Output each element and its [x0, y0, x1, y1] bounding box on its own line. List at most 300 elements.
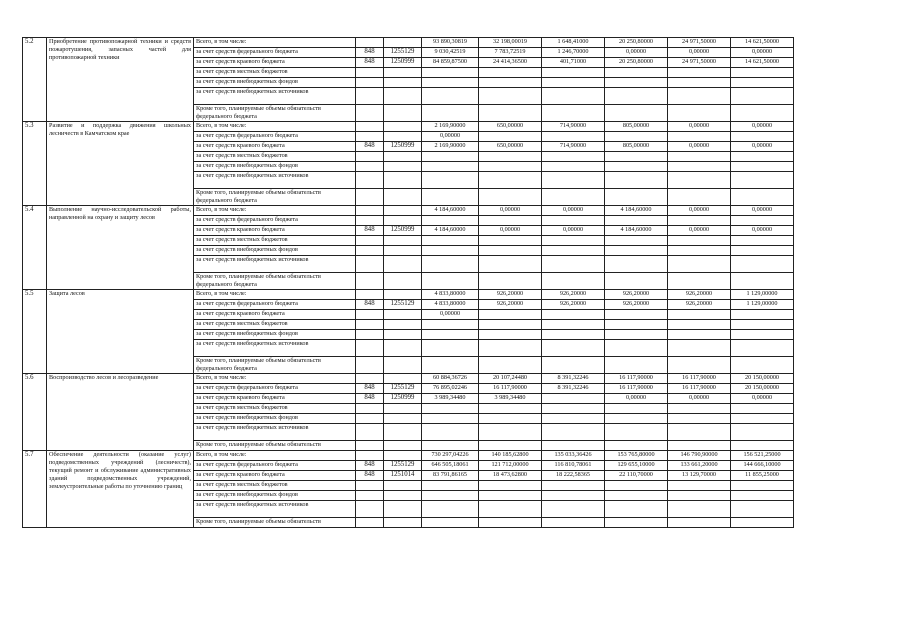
amount-cell: [422, 88, 479, 105]
amount-cell: [542, 88, 605, 105]
grbs-code: [356, 424, 384, 441]
amount-cell: [605, 189, 668, 206]
amount-cell: [542, 441, 605, 451]
amount-cell: 14 621,50000: [731, 38, 794, 48]
amount-cell: 3 989,34480: [422, 394, 479, 404]
amount-cell: [731, 132, 794, 142]
amount-cell: 4 184,60000: [422, 226, 479, 236]
amount-cell: [668, 518, 731, 528]
grbs-code: [356, 320, 384, 330]
csr-code: 1255129: [384, 384, 422, 394]
funding-source-label: за счет средств внебюджетных фондов: [194, 414, 356, 424]
csr-code: [384, 38, 422, 48]
amount-cell: [605, 236, 668, 246]
funding-source-label: Всего, в том числе:: [194, 206, 356, 216]
amount-cell: 0,00000: [731, 142, 794, 152]
amount-cell: [731, 501, 794, 518]
amount-cell: 805,00000: [605, 142, 668, 152]
item-name: Выполнение научно-исследовательской работы, направленной на охрану и защиту лесов: [47, 206, 194, 290]
csr-code: [384, 441, 422, 451]
csr-code: [384, 491, 422, 501]
amount-cell: 0,00000: [605, 394, 668, 404]
amount-cell: [605, 78, 668, 88]
csr-code: 1255129: [384, 48, 422, 58]
grbs-code: [356, 273, 384, 290]
amount-cell: 0,00000: [731, 122, 794, 132]
amount-cell: [422, 441, 479, 451]
amount-cell: 4 833,80000: [422, 290, 479, 300]
amount-cell: 11 855,25000: [731, 471, 794, 481]
item-number: 5.2: [23, 38, 47, 122]
csr-code: [384, 290, 422, 300]
amount-cell: [605, 414, 668, 424]
grbs-code: [356, 481, 384, 491]
grbs-code: 848: [356, 58, 384, 68]
amount-cell: [422, 330, 479, 340]
amount-cell: 13 129,70000: [668, 471, 731, 481]
amount-cell: 16 117,90000: [668, 374, 731, 384]
funding-source-label: Всего, в том числе:: [194, 374, 356, 384]
table-row: [23, 290, 859, 300]
grbs-code: [356, 374, 384, 384]
amount-cell: [422, 340, 479, 357]
amount-cell: [542, 246, 605, 256]
csr-code: [384, 68, 422, 78]
amount-cell: [731, 340, 794, 357]
amount-cell: 0,00000: [668, 394, 731, 404]
amount-cell: [479, 357, 542, 374]
amount-cell: 16 117,90000: [668, 384, 731, 394]
amount-cell: [731, 172, 794, 189]
grbs-code: [356, 501, 384, 518]
csr-code: [384, 236, 422, 246]
amount-cell: 926,20000: [605, 290, 668, 300]
amount-cell: [731, 216, 794, 226]
amount-cell: [542, 491, 605, 501]
amount-cell: [479, 310, 542, 320]
amount-cell: [731, 189, 794, 206]
amount-cell: 133 661,20000: [668, 461, 731, 471]
amount-cell: 2 169,90000: [422, 142, 479, 152]
amount-cell: 24 971,50000: [668, 38, 731, 48]
amount-cell: [731, 246, 794, 256]
amount-cell: [605, 105, 668, 122]
amount-cell: 926,20000: [605, 300, 668, 310]
grbs-code: [356, 68, 384, 78]
amount-cell: [542, 424, 605, 441]
amount-cell: [731, 481, 794, 491]
csr-code: [384, 330, 422, 340]
amount-cell: [668, 273, 731, 290]
amount-cell: 76 895,02246: [422, 384, 479, 394]
amount-cell: 0,00000: [668, 226, 731, 236]
funding-source-label: Кроме того, планируемые объемы обязательств: [194, 518, 356, 528]
grbs-code: [356, 340, 384, 357]
amount-cell: 926,20000: [542, 300, 605, 310]
csr-code: [384, 162, 422, 172]
amount-cell: [668, 162, 731, 172]
amount-cell: [542, 105, 605, 122]
amount-cell: 0,00000: [479, 206, 542, 216]
amount-cell: [731, 78, 794, 88]
amount-cell: 926,20000: [479, 300, 542, 310]
amount-cell: 20 250,80000: [605, 58, 668, 68]
amount-cell: [731, 441, 794, 451]
amount-cell: [479, 340, 542, 357]
funding-source-label: за счет средств федерального бюджета: [194, 48, 356, 58]
funding-source-label: за счет средств местных бюджетов: [194, 68, 356, 78]
amount-cell: [668, 88, 731, 105]
amount-cell: 730 297,04226: [422, 451, 479, 461]
amount-cell: [605, 501, 668, 518]
amount-cell: [479, 78, 542, 88]
amount-cell: [542, 501, 605, 518]
amount-cell: [668, 441, 731, 451]
amount-cell: [422, 78, 479, 88]
amount-cell: [605, 330, 668, 340]
amount-cell: [542, 78, 605, 88]
amount-cell: [479, 172, 542, 189]
amount-cell: [605, 404, 668, 414]
csr-code: [384, 404, 422, 414]
grbs-code: [356, 357, 384, 374]
amount-cell: [422, 236, 479, 246]
amount-cell: 129 655,10000: [605, 461, 668, 471]
csr-code: 1255129: [384, 300, 422, 310]
amount-cell: [731, 256, 794, 273]
grbs-code: [356, 491, 384, 501]
table-row: [23, 38, 859, 48]
amount-cell: [479, 491, 542, 501]
amount-cell: 93 890,30819: [422, 38, 479, 48]
funding-source-label: за счет средств федерального бюджета: [194, 461, 356, 471]
csr-code: 1250999: [384, 58, 422, 68]
funding-source-label: за счет средств внебюджетных источников: [194, 424, 356, 441]
amount-cell: 926,20000: [542, 290, 605, 300]
amount-cell: [422, 320, 479, 330]
amount-cell: 2 169,90000: [422, 122, 479, 132]
amount-cell: [668, 501, 731, 518]
amount-cell: 32 198,00019: [479, 38, 542, 48]
table-body: [23, 38, 859, 528]
grbs-code: [356, 518, 384, 528]
item-number: 5.7: [23, 451, 47, 528]
amount-cell: [479, 424, 542, 441]
amount-cell: [605, 441, 668, 451]
funding-source-label: за счет средств внебюджетных фондов: [194, 246, 356, 256]
amount-cell: [731, 273, 794, 290]
funding-source-label: Всего, в том числе:: [194, 451, 356, 461]
amount-cell: [605, 246, 668, 256]
amount-cell: [422, 501, 479, 518]
item-name: Развитие и поддержка движения школьных лесничеств в Камчатском крае: [47, 122, 194, 206]
amount-cell: 135 033,36426: [542, 451, 605, 461]
amount-cell: 0,00000: [668, 48, 731, 58]
amount-cell: [668, 236, 731, 246]
grbs-code: [356, 88, 384, 105]
amount-cell: [668, 68, 731, 78]
amount-cell: [542, 518, 605, 528]
amount-cell: 16 117,90000: [605, 374, 668, 384]
amount-cell: [479, 256, 542, 273]
amount-cell: [542, 256, 605, 273]
amount-cell: 0,00000: [422, 132, 479, 142]
amount-cell: [668, 424, 731, 441]
csr-code: 1250999: [384, 226, 422, 236]
csr-code: [384, 273, 422, 290]
amount-cell: [422, 105, 479, 122]
amount-cell: 4 184,60000: [422, 206, 479, 216]
amount-cell: [422, 273, 479, 290]
amount-cell: [668, 310, 731, 320]
amount-cell: [479, 441, 542, 451]
budget-table: [22, 37, 859, 528]
amount-cell: [731, 491, 794, 501]
csr-code: [384, 88, 422, 105]
amount-cell: [668, 246, 731, 256]
item-number: 5.6: [23, 374, 47, 451]
amount-cell: [479, 88, 542, 105]
amount-cell: [668, 172, 731, 189]
amount-cell: 18 473,62800: [479, 471, 542, 481]
funding-source-label: за счет средств внебюджетных источников: [194, 172, 356, 189]
amount-cell: 121 712,00000: [479, 461, 542, 471]
amount-cell: [542, 68, 605, 78]
amount-cell: 156 521,25000: [731, 451, 794, 461]
amount-cell: [605, 320, 668, 330]
amount-cell: [422, 491, 479, 501]
amount-cell: 1 129,00000: [731, 290, 794, 300]
funding-source-label: Кроме того, планируемые объемы обязательств: [194, 441, 356, 451]
funding-source-label: за счет средств внебюджетных источников: [194, 340, 356, 357]
amount-cell: [668, 330, 731, 340]
amount-cell: 0,00000: [668, 142, 731, 152]
amount-cell: 60 884,36726: [422, 374, 479, 384]
grbs-code: 848: [356, 471, 384, 481]
amount-cell: [542, 273, 605, 290]
amount-cell: [668, 105, 731, 122]
funding-source-label: Кроме того, планируемые объемы обязательств федерального бюджета: [194, 357, 356, 374]
amount-cell: [605, 491, 668, 501]
amount-cell: 0,00000: [731, 48, 794, 58]
amount-cell: 4 184,60000: [605, 206, 668, 216]
amount-cell: [422, 404, 479, 414]
amount-cell: [542, 414, 605, 424]
amount-cell: 153 765,80000: [605, 451, 668, 461]
amount-cell: [668, 78, 731, 88]
amount-cell: [605, 162, 668, 172]
funding-source-label: за счет средств внебюджетных источников: [194, 501, 356, 518]
funding-source-label: за счет средств местных бюджетов: [194, 320, 356, 330]
amount-cell: [422, 246, 479, 256]
grbs-code: [356, 78, 384, 88]
grbs-code: [356, 38, 384, 48]
amount-cell: 805,00000: [605, 122, 668, 132]
amount-cell: 22 110,70000: [605, 471, 668, 481]
csr-code: [384, 256, 422, 273]
amount-cell: 401,71000: [542, 58, 605, 68]
amount-cell: [731, 162, 794, 172]
amount-cell: [542, 320, 605, 330]
grbs-code: [356, 246, 384, 256]
amount-cell: [422, 172, 479, 189]
amount-cell: 650,00000: [479, 122, 542, 132]
amount-cell: [479, 105, 542, 122]
amount-cell: 16 117,90000: [479, 384, 542, 394]
grbs-code: [356, 330, 384, 340]
funding-source-label: за счет средств внебюджетных источников: [194, 256, 356, 273]
amount-cell: [479, 414, 542, 424]
funding-source-label: за счет средств краевого бюджета: [194, 471, 356, 481]
amount-cell: [542, 394, 605, 404]
amount-cell: 18 222,58365: [542, 471, 605, 481]
csr-code: [384, 105, 422, 122]
amount-cell: [668, 216, 731, 226]
funding-source-label: за счет средств внебюджетных фондов: [194, 330, 356, 340]
funding-source-label: Всего, в том числе:: [194, 122, 356, 132]
funding-source-label: за счет средств местных бюджетов: [194, 236, 356, 246]
amount-cell: 24 414,36500: [479, 58, 542, 68]
amount-cell: 0,00000: [542, 226, 605, 236]
amount-cell: [422, 68, 479, 78]
grbs-code: 848: [356, 48, 384, 58]
csr-code: [384, 320, 422, 330]
grbs-code: 848: [356, 461, 384, 471]
amount-cell: [731, 424, 794, 441]
funding-source-label: за счет средств федерального бюджета: [194, 384, 356, 394]
budget-table-sheet: [22, 37, 859, 528]
item-number: 5.4: [23, 206, 47, 290]
funding-source-label: за счет средств краевого бюджета: [194, 310, 356, 320]
funding-source-label: за счет средств внебюджетных источников: [194, 88, 356, 105]
csr-code: [384, 206, 422, 216]
amount-cell: [422, 256, 479, 273]
amount-cell: 20 107,24480: [479, 374, 542, 384]
amount-cell: [731, 404, 794, 414]
amount-cell: 926,20000: [668, 290, 731, 300]
amount-cell: 3 989,34480: [479, 394, 542, 404]
csr-code: 1250999: [384, 394, 422, 404]
amount-cell: 1 129,00000: [731, 300, 794, 310]
amount-cell: 926,20000: [479, 290, 542, 300]
amount-cell: 144 666,10000: [731, 461, 794, 471]
amount-cell: [542, 404, 605, 414]
table-row: [23, 206, 859, 216]
amount-cell: [422, 152, 479, 162]
amount-cell: [542, 236, 605, 246]
funding-source-label: за счет средств федерального бюджета: [194, 132, 356, 142]
amount-cell: [731, 88, 794, 105]
csr-code: 1255129: [384, 461, 422, 471]
amount-cell: [605, 310, 668, 320]
amount-cell: [422, 189, 479, 206]
amount-cell: [668, 357, 731, 374]
csr-code: [384, 501, 422, 518]
amount-cell: [422, 357, 479, 374]
csr-code: [384, 357, 422, 374]
amount-cell: 20 150,00000: [731, 384, 794, 394]
csr-code: [384, 374, 422, 384]
grbs-code: [356, 105, 384, 122]
amount-cell: [668, 256, 731, 273]
amount-cell: 4 833,80000: [422, 300, 479, 310]
amount-cell: 0,00000: [668, 122, 731, 132]
funding-source-label: за счет средств краевого бюджета: [194, 394, 356, 404]
amount-cell: 140 185,62800: [479, 451, 542, 461]
csr-code: [384, 481, 422, 491]
amount-cell: 0,00000: [605, 48, 668, 58]
amount-cell: [542, 481, 605, 491]
amount-cell: 646 505,18061: [422, 461, 479, 471]
amount-cell: [479, 320, 542, 330]
amount-cell: [479, 68, 542, 78]
amount-cell: 714,90000: [542, 122, 605, 132]
amount-cell: [605, 340, 668, 357]
grbs-code: [356, 132, 384, 142]
amount-cell: [605, 273, 668, 290]
funding-source-label: за счет средств внебюджетных фондов: [194, 78, 356, 88]
grbs-code: 848: [356, 142, 384, 152]
amount-cell: [542, 340, 605, 357]
funding-source-label: за счет средств краевого бюджета: [194, 142, 356, 152]
amount-cell: [605, 256, 668, 273]
amount-cell: [731, 330, 794, 340]
amount-cell: [479, 236, 542, 246]
funding-source-label: за счет средств местных бюджетов: [194, 404, 356, 414]
amount-cell: [542, 162, 605, 172]
funding-source-label: за счет средств краевого бюджета: [194, 58, 356, 68]
amount-cell: 8 391,32246: [542, 384, 605, 394]
amount-cell: 84 859,87500: [422, 58, 479, 68]
amount-cell: [605, 88, 668, 105]
grbs-code: [356, 122, 384, 132]
table-row: [23, 122, 859, 132]
table-row: [23, 451, 859, 461]
amount-cell: 4 184,60000: [605, 226, 668, 236]
amount-cell: [542, 310, 605, 320]
grbs-code: [356, 152, 384, 162]
amount-cell: 116 810,78061: [542, 461, 605, 471]
csr-code: [384, 189, 422, 206]
amount-cell: 650,00000: [479, 142, 542, 152]
amount-cell: [668, 491, 731, 501]
funding-source-label: за счет средств местных бюджетов: [194, 152, 356, 162]
amount-cell: 0,00000: [731, 226, 794, 236]
funding-source-label: Всего, в том числе:: [194, 290, 356, 300]
amount-cell: [542, 216, 605, 226]
amount-cell: [479, 518, 542, 528]
csr-code: [384, 246, 422, 256]
amount-cell: [668, 189, 731, 206]
amount-cell: 24 971,50000: [668, 58, 731, 68]
grbs-code: [356, 404, 384, 414]
amount-cell: 83 791,86165: [422, 471, 479, 481]
amount-cell: [731, 68, 794, 78]
amount-cell: [422, 216, 479, 226]
amount-cell: 0,00000: [731, 394, 794, 404]
amount-cell: [422, 414, 479, 424]
grbs-code: [356, 162, 384, 172]
amount-cell: 20 250,80000: [605, 38, 668, 48]
amount-cell: 926,20000: [668, 300, 731, 310]
grbs-code: 848: [356, 384, 384, 394]
amount-cell: [605, 357, 668, 374]
funding-source-label: за счет средств внебюджетных фондов: [194, 162, 356, 172]
amount-cell: [731, 518, 794, 528]
amount-cell: [479, 273, 542, 290]
amount-cell: [422, 481, 479, 491]
amount-cell: [542, 330, 605, 340]
